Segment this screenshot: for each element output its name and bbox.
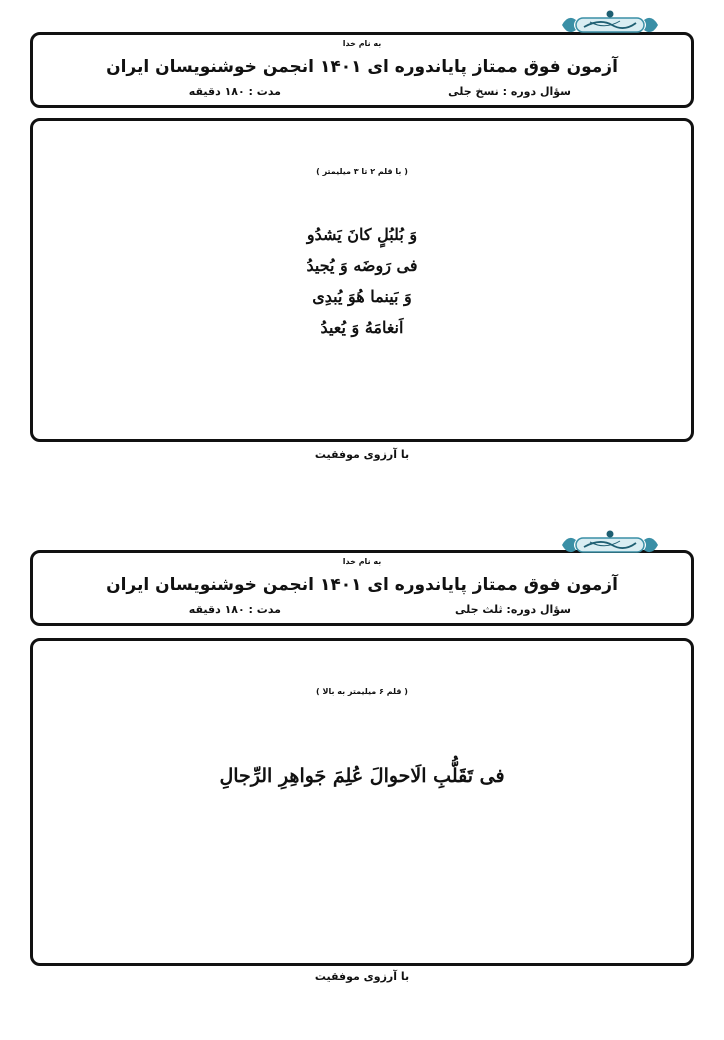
poem-line: فی رَوضَه وَ یُجیدُ — [306, 256, 418, 275]
exam-header — [30, 550, 694, 626]
exam-content — [30, 638, 694, 966]
exam-header — [30, 32, 694, 108]
exam-content — [30, 118, 694, 442]
duration-label: مدت : ۱۸۰ دقیقه — [188, 603, 281, 616]
bismillah: به نام خدا — [342, 39, 382, 48]
exam-title: آزمون فوق ممتاز پایاندوره ای ۱۴۰۱ انجمن خوشنویسان ایران — [106, 575, 618, 595]
exam-sheet-2 — [0, 520, 724, 1040]
pen-size-note: ( قلم ۶ میلیمتر به بالا ) — [316, 687, 408, 696]
calligraphy-phrase: فی تَقَلُّبِ الَاحوالَ عُلِمَ جَواهِرِ الرِّجالِ — [219, 765, 505, 787]
association-logo-icon — [560, 530, 660, 560]
good-luck-wish: با آرزوی موفقیت — [314, 448, 410, 461]
pen-size-note: ( با قلم ۲ تا ۳ میلیمتر ) — [316, 167, 408, 176]
exam-title: آزمون فوق ممتاز پایاندوره ای ۱۴۰۱ انجمن خوشنویسان ایران — [106, 57, 618, 77]
course-label: سؤال دوره: ثلث جلی — [454, 603, 571, 616]
poem-line: وَ بُلبُلٍ کانَ یَشدُو — [306, 225, 418, 244]
association-logo-icon — [560, 10, 660, 40]
poem-line: اَنغامَهُ وَ یُعیدُ — [320, 318, 404, 337]
duration-label: مدت : ۱۸۰ دقیقه — [188, 85, 281, 98]
poem-line: وَ بَینما هُوَ یُبدِی — [312, 287, 412, 306]
bismillah: به نام خدا — [342, 557, 382, 566]
good-luck-wish: با آرزوی موفقیت — [314, 970, 410, 983]
poem — [33, 219, 691, 343]
course-label: سؤال دوره : نسخ جلی — [448, 85, 571, 98]
